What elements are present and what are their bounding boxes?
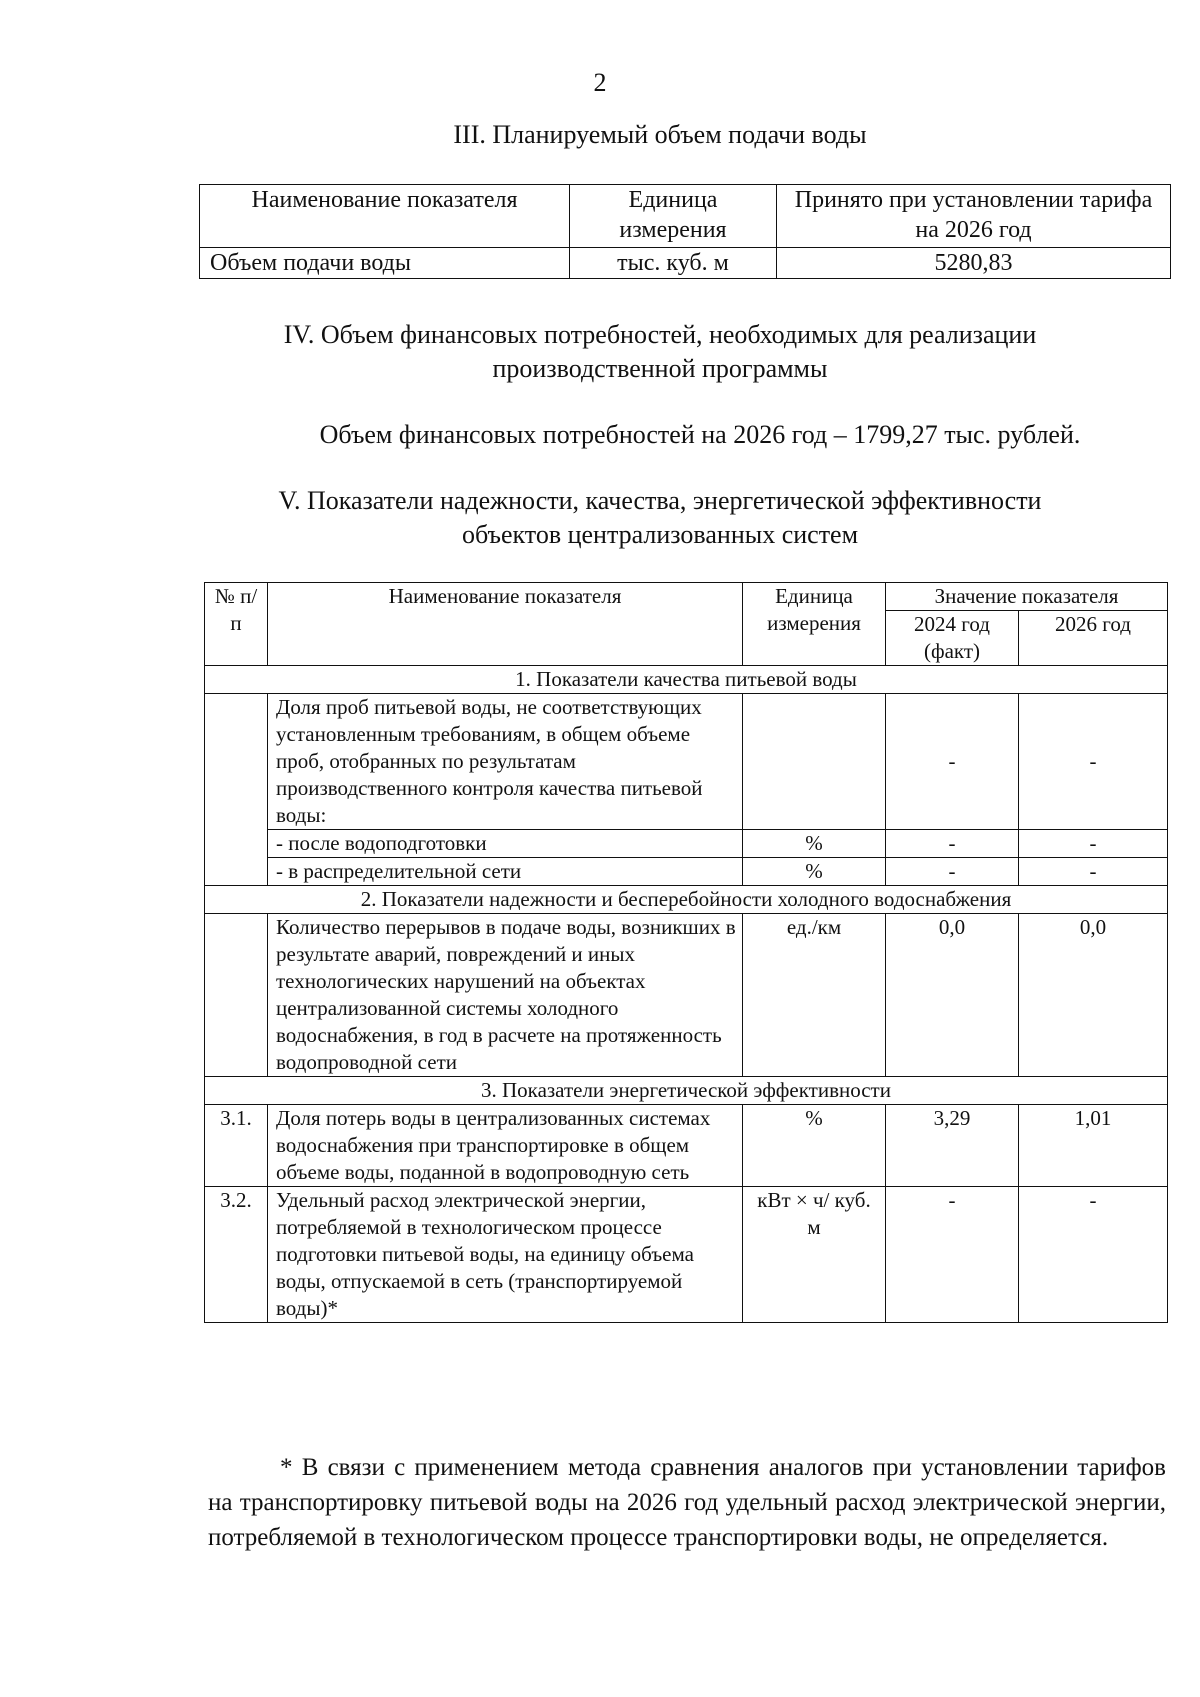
group-1-row: [205, 666, 1168, 694]
row-name: Количество перерывов в подаче воды, возникших в результате аварий, повреждений и иных технологических нарушений на объектах централизованной системы холодного водоснабжения, в год в расчете на протяженность водопроводной сети: [268, 914, 743, 1077]
header-2026: 2026 год: [1019, 611, 1168, 666]
table-row: [205, 1187, 1168, 1323]
row-2024: 3,29: [886, 1105, 1019, 1187]
row-unit: кВт × ч/ куб. м: [743, 1187, 886, 1323]
table-row: [205, 830, 1168, 858]
table-row: [205, 1105, 1168, 1187]
header-unit: Единица измерения: [743, 583, 886, 666]
header-row-1: [205, 583, 1168, 611]
header-name: Наименование показателя: [200, 185, 570, 248]
row-2026: -: [1019, 830, 1168, 858]
section-4-title-line2: производственной программы: [492, 354, 828, 383]
row-num: [205, 914, 268, 1077]
row-name: Удельный расход электрической энергии, потребляемой в технологическом процессе подготовки питьевой воды, на единицу объема воды, отпускаемой в сеть (транспортируемой воды)*: [268, 1187, 743, 1323]
header-unit: Единица измерения: [570, 185, 777, 248]
section-5-title-line1: V. Показатели надежности, качества, энергетической эффективности: [278, 486, 1042, 515]
row-unit: [743, 694, 886, 830]
row-unit: %: [743, 1105, 886, 1187]
header-value: Значение показателя: [886, 583, 1168, 611]
row-name: Объем подачи воды: [200, 248, 570, 279]
row-2024: -: [886, 694, 1019, 830]
indicators-table: [204, 582, 1168, 1323]
group-2-row: [205, 886, 1168, 914]
row-2024: -: [886, 830, 1019, 858]
row-2024: 0,0: [886, 914, 1019, 1077]
table-header-row: [200, 185, 1171, 248]
row-2026: -: [1019, 694, 1168, 830]
row-name: - после водоподготовки: [268, 830, 743, 858]
table-row: [205, 858, 1168, 886]
water-volume-table: [199, 184, 1171, 279]
row-num: 3.2.: [205, 1187, 268, 1323]
group-3-row: [205, 1077, 1168, 1105]
row-num: 3.1.: [205, 1105, 268, 1187]
row-2024: -: [886, 1187, 1019, 1323]
section-5-title: [200, 484, 1120, 552]
table-row: [205, 914, 1168, 1077]
section-4-title: [200, 318, 1120, 386]
table-row: [200, 248, 1171, 279]
row-unit: ед./км: [743, 914, 886, 1077]
footnote-text: * В связи с применением метода сравнения аналогов при установлении тарифов на транспортировку питьевой воды на 2026 год удельный расход электрической энергии, потребляемой в технологическом процессе транспортировки воды, не определяется.: [208, 1454, 1166, 1551]
header-name: Наименование показателя: [268, 583, 743, 666]
row-name: - в распределительной сети: [268, 858, 743, 886]
header-num: № п/п: [205, 583, 268, 666]
header-accepted: Принято при установлении тарифа на 2026 год: [777, 185, 1171, 248]
section-4-title-line1: IV. Объем финансовых потребностей, необходимых для реализации: [283, 320, 1037, 349]
row-name: Доля потерь воды в централизованных системах водоснабжения при транспортировке в общем объеме воды, поданной в водопроводную сеть: [268, 1105, 743, 1187]
row-2026: 0,0: [1019, 914, 1168, 1077]
group-2-title: 2. Показатели надежности и бесперебойности холодного водоснабжения: [205, 886, 1168, 914]
row-2024: -: [886, 858, 1019, 886]
row-unit: %: [743, 830, 886, 858]
footnote: [208, 1450, 1166, 1555]
table-row: [205, 694, 1168, 830]
group-3-title: 3. Показатели энергетической эффективности: [205, 1077, 1168, 1105]
header-2024: 2024 год (факт): [886, 611, 1019, 666]
row-unit: %: [743, 858, 886, 886]
group-1-title: 1. Показатели качества питьевой воды: [205, 666, 1168, 694]
row-num: [205, 694, 268, 886]
section-5-title-line2: объектов централизованных систем: [461, 520, 859, 549]
financial-needs-sentence: Объем финансовых потребностей на 2026 год – 1799,27 тыс. рублей.: [319, 420, 1081, 449]
section-3-title: III. Планируемый объем подачи воды: [453, 120, 867, 149]
page-number: 2: [593, 68, 607, 97]
row-2026: 1,01: [1019, 1105, 1168, 1187]
row-unit: тыс. куб. м: [570, 248, 777, 279]
row-2026: -: [1019, 1187, 1168, 1323]
row-value: 5280,83: [777, 248, 1171, 279]
row-2026: -: [1019, 858, 1168, 886]
row-name: Доля проб питьевой воды, не соответствующих установленным требованиям, в общем объеме проб, отобранных по результатам производственного контроля качества питьевой воды:: [268, 694, 743, 830]
